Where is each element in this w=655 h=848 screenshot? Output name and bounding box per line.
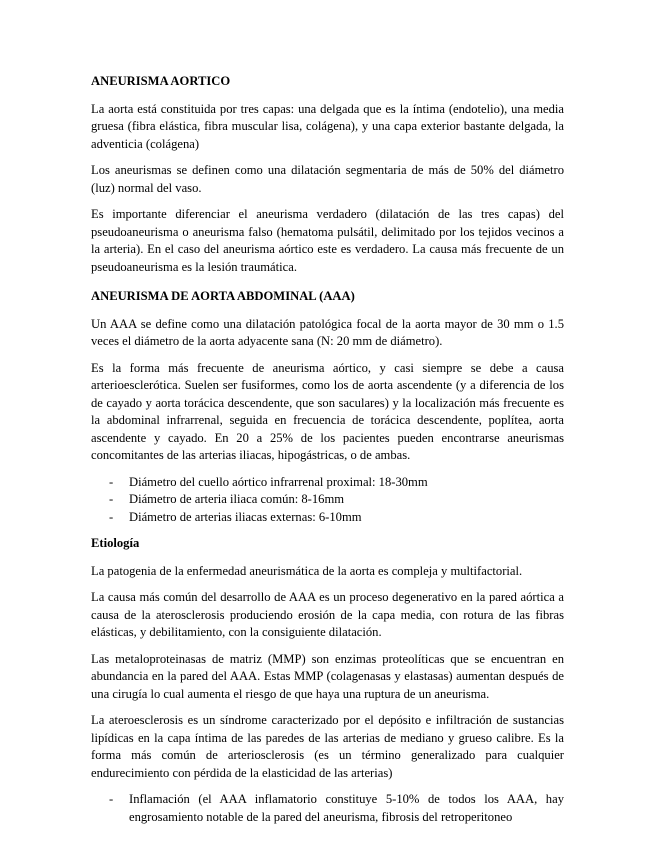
aaa-diameter-list [91,474,564,527]
section-heading-etiologia: Etiología [91,536,140,550]
intro-paragraph-2: Los aneurismas se definen como una dilatación segmentaria de más de 50% del diámetro (luz) normal del vaso. [91,163,564,195]
etiologia-paragraph-2: La causa más común del desarrollo de AAA es un proceso degenerativo en la pared aórtica a causa de la aterosclerosis produciendo erosión de la capa media, con rotura de las fibras elásticas, y debilitamiento, con la consiguiente dilatación. [91,590,564,639]
etiologia-paragraph-3: Las metaloproteinasas de matriz (MMP) son enzimas proteolíticas que se encuentran en abundancia en la pared del AAA. Estas MMP (colagenasas y elastasas) aumentan después de una cirugía lo cual aumenta el riesgo de que haya una ruptura de un aneurisma. [91,651,564,701]
list-item: - Diámetro de arteria iliaca común: 8-16mm [91,491,564,509]
list-item: - Diámetro de arterias iliacas externas: 6-10mm [91,509,564,527]
list-item: - Inflamación (el AAA inflamatorio constituye 5-10% de todos los AAA, hay engrosamiento notable de la pared del aneurisma, fibrosis del retroperitoneo [91,791,564,826]
section-heading-aaa: ANEURISMA DE AORTA ABDOMINAL (AAA) [91,289,355,303]
list-item: - Diámetro del cuello aórtico infrarrenal proximal: 18-30mm [91,474,564,492]
intro-paragraph-3: Es importante diferenciar el aneurisma verdadero (dilatación de las tres capas) del pseudoaneurisma o aneurisma falso (hematoma pulsátil, delimitado por los tejidos vecinos a la arteria). En el caso del aneurisma aórtico este es verdadero. La causa más frecuente de un pseudoaneurisma es la lesión traumática. [91,207,564,274]
etiologia-paragraph-1: La patogenia de la enfermedad aneurismática de la aorta es compleja y multifactorial. [91,563,523,578]
etiologia-paragraph-4: La ateroesclerosis es un síndrome caracterizado por el depósito e infiltración de sustancias lipídicas en la capa íntima de las paredes de las arterias de mediano y grueso calibre. Es la forma más común de arteriosclerosis (es un término generalizado para cualquier endurecimiento con pérdida de la elasticidad de las arterias) [91,713,564,780]
document-title: ANEURISMA AORTICO [91,74,231,88]
etiologia-list [91,791,564,826]
aaa-paragraph-1: Un AAA se define como una dilatación patológica focal de la aorta mayor de 30 mm o 1.5 veces el diámetro de la aorta adyacente sana (N: 20 mm de diámetro). [91,316,564,348]
aaa-paragraph-2: Es la forma más frecuente de aneurisma aórtico, y casi siempre se debe a causa arterioesclerótica. Suelen ser fusiformes, como los de aorta ascendente (y a diferencia de los de cayado y aorta torácica descendente, que son saculares) y la localización más frecuente es la abdominal infrarrenal, seguida en frecuencia de torácica descendente, poplítea, aorta ascendente y cayado. En 20 a 25% de los pacientes pueden encontrarse aneurismas concomitantes de las arterias iliacas, hipogástricas, o de ambas. [91,360,564,462]
intro-paragraph-1: La aorta está constituida por tres capas: una delgada que es la íntima (endotelio), una media gruesa (fibra elástica, fibra muscular lisa, colágena), y una capa exterior bastante delgada, la adventicia (colágena) [91,101,564,151]
